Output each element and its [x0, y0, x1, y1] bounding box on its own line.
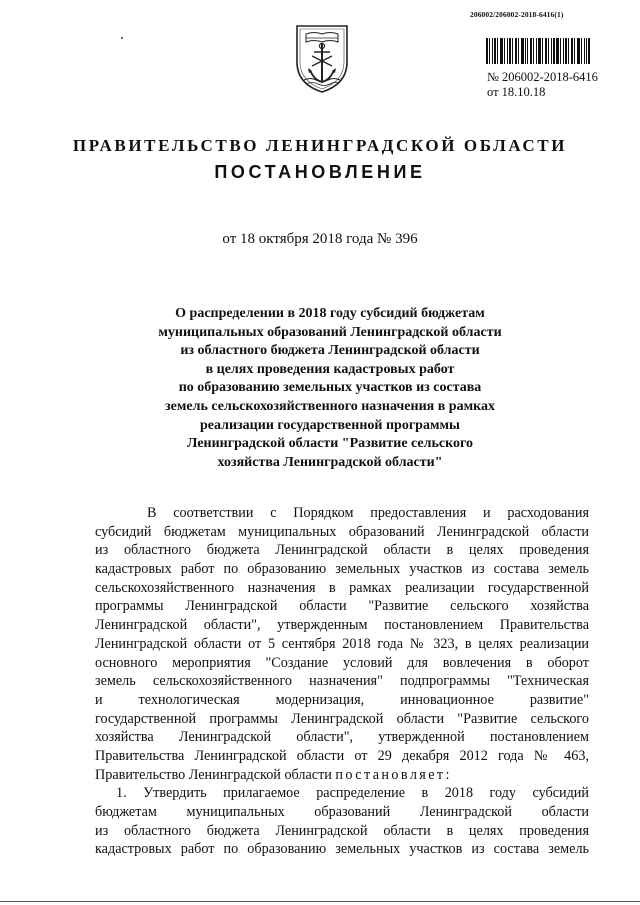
- body-line-resolution: [95, 766, 589, 785]
- registration-number: № 206002-2018-6416: [487, 70, 598, 84]
- registration-code-top: 206002/206002-2018-6416(1): [470, 10, 564, 19]
- body-line: государственной программы Ленинградской области "Развитие сельского: [95, 710, 589, 727]
- body-line: Ленинградской области", утвержденным постановлением Правительства: [95, 617, 589, 634]
- resolve-word: постановляет:: [335, 766, 452, 783]
- body-line: земель сельскохозяйственного назначения" подпрограммы "Техническая: [95, 673, 589, 690]
- registration-date: от 18.10.18: [487, 85, 546, 99]
- body-line: хозяйства Ленинградской области", утвержденной постановлением: [95, 729, 589, 746]
- body-line: субсидий бюджетам муниципальных образований Ленинградской области: [95, 523, 589, 540]
- document-body: [95, 504, 589, 859]
- body-line: основного мероприятия "Создание условий для вовлечения в оборот: [95, 654, 589, 671]
- body-line: из областного бюджета Ленинградской области в целях проведения: [95, 542, 589, 559]
- body-line: сельскохозяйственного назначения в рамках реализации государственной: [95, 579, 589, 596]
- document-date-number: от 18 октября 2018 года № 396: [222, 231, 418, 247]
- subject-line: О распределении в 2018 году субсидий бюджетам: [175, 306, 485, 321]
- scan-dot: [121, 37, 123, 39]
- subject-line: реализации государственной программы: [200, 417, 460, 433]
- body-line: и технологическая модернизация, инновационное развитие": [95, 691, 589, 708]
- body-line: программы Ленинградской области "Развитие сельского хозяйства: [95, 598, 589, 615]
- body-line: 1. Утвердить прилагаемое распределение в 2018 году субсидий: [116, 785, 589, 802]
- subject-line: Ленинградской области "Развитие сельского: [187, 436, 473, 452]
- government-title: ПРАВИТЕЛЬСТВО ЛЕНИНГРАДСКОЙ ОБЛАСТИ: [72, 136, 568, 155]
- page-bottom-edge: [0, 901, 640, 902]
- document-subject: [120, 305, 540, 472]
- body-line: из областного бюджета Ленинградской области в целях проведения: [95, 822, 589, 839]
- body-line: Правительства Ленинградской области от 29 декабря 2012 года № 463,: [95, 747, 589, 764]
- subject-line: хозяйства Ленинградской области": [217, 454, 443, 470]
- document-type: ПОСТАНОВЛЕНИЕ: [214, 162, 426, 182]
- body-line: бюджетам муниципальных образований Ленинградской области: [95, 804, 589, 820]
- body-line: Ленинградской области от 5 сентября 2018 года № 323, в целях реализации: [95, 635, 589, 652]
- subject-line: в целях проведения кадастровых работ: [205, 361, 455, 377]
- subject-line: земель сельскохозяйственного назначения в рамках: [165, 398, 495, 414]
- body-line: Правительство Ленинградской области: [95, 766, 332, 783]
- body-line: В соответствии с Порядком предоставления и расходования: [147, 505, 589, 521]
- subject-line: муниципальных образований Ленинградской области: [158, 324, 502, 340]
- body-line: кадастровых работ по образованию земельных участков из состава земель: [95, 841, 589, 858]
- subject-line: по образованию земельных участков из состава: [178, 380, 482, 396]
- subject-line: из областного бюджета Ленинградской области: [180, 343, 480, 359]
- body-line: кадастровых работ по образованию земельных участков из состава земель: [95, 561, 589, 578]
- coat-of-arms-icon: [292, 22, 352, 94]
- barcode-icon: [486, 38, 590, 64]
